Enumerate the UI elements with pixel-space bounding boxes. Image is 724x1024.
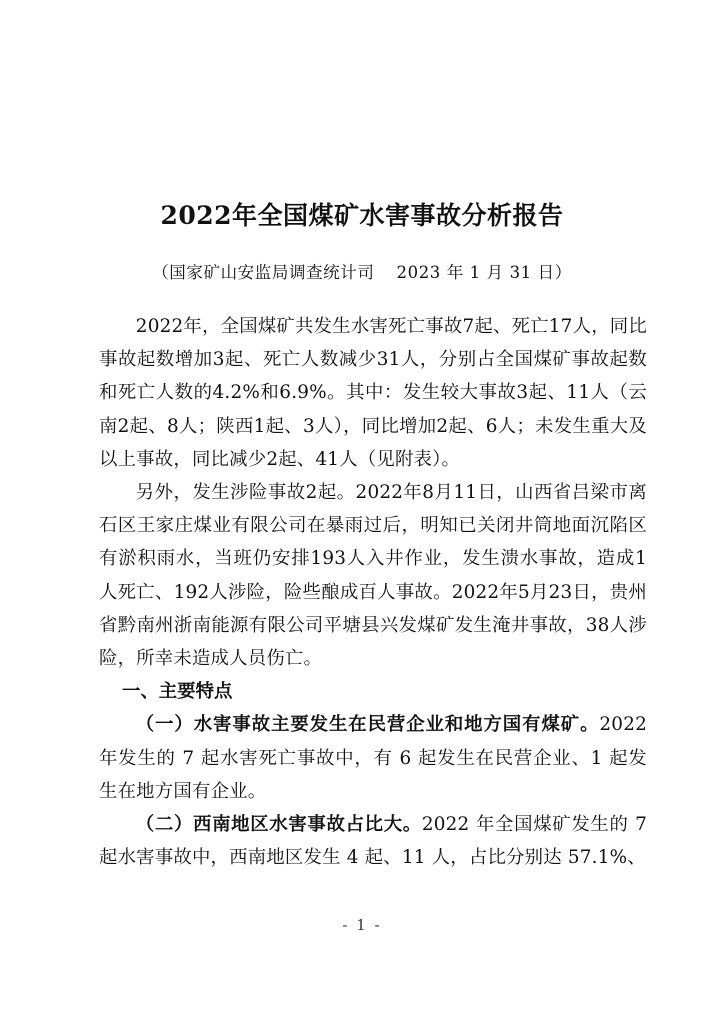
subtitle-date: 2023 年 1 月 31 日） <box>396 263 572 282</box>
paragraph-feature-1 <box>99 708 647 808</box>
paragraph-feature-2 <box>99 808 647 874</box>
section-heading-main-features: 一、主要特点 <box>122 681 233 703</box>
document-body <box>99 310 647 874</box>
document-subtitle <box>0 259 724 283</box>
feature-2-text: 2022 年全国煤矿发生的 7 起水害事故中，西南地区发生 4 起、11 人，占比分别达 57.1%、 <box>99 814 647 869</box>
paragraph-near-miss: 另外，发生涉险事故2起。2022年8月11日，山西省吕梁市离石区王家庄煤业有限公司在暴雨过后，明知已关闭井筒地面沉陷区有淤积雨水，当班仍安排193人入井作业，发生溃水事故，造成1人死亡、192人涉险，险些酿成百人事故。2022年5月23日，贵州省黔南州浙南能源有限公司平塘县兴发煤矿发生淹井事故，38人涉险，所幸未造成人员伤亡。 <box>99 482 647 670</box>
feature-1-lead: （一）水害事故主要发生在民营企业和地方国有煤矿。 <box>135 714 600 736</box>
feature-2-lead: （二）西南地区水害事故占比大。 <box>135 814 422 836</box>
page-number: - 1 - <box>342 916 382 934</box>
paragraph-summary: 2022年，全国煤矿共发生水害死亡事故7起、死亡17人，同比事故起数增加3起、死亡人数减少31人，分别占全国煤矿事故起数和死亡人数的4.2%和6.9%。其中：发生较大事故3起、11人（云南2起、8人；陕西1起、3人），同比增加2起、6人；未发生重大及以上事故，同比减少2起、41人（见附表）。 <box>99 316 647 470</box>
feature-1-text: 2022年发生的 7 起水害死亡事故中，有 6 起发生在民营企业、1 起发生在地方国有企业。 <box>99 714 647 802</box>
document-title: 2022年全国煤矿水害事故分析报告 <box>160 201 564 230</box>
subtitle-source: （国家矿山安监局调查统计司 <box>152 263 375 282</box>
